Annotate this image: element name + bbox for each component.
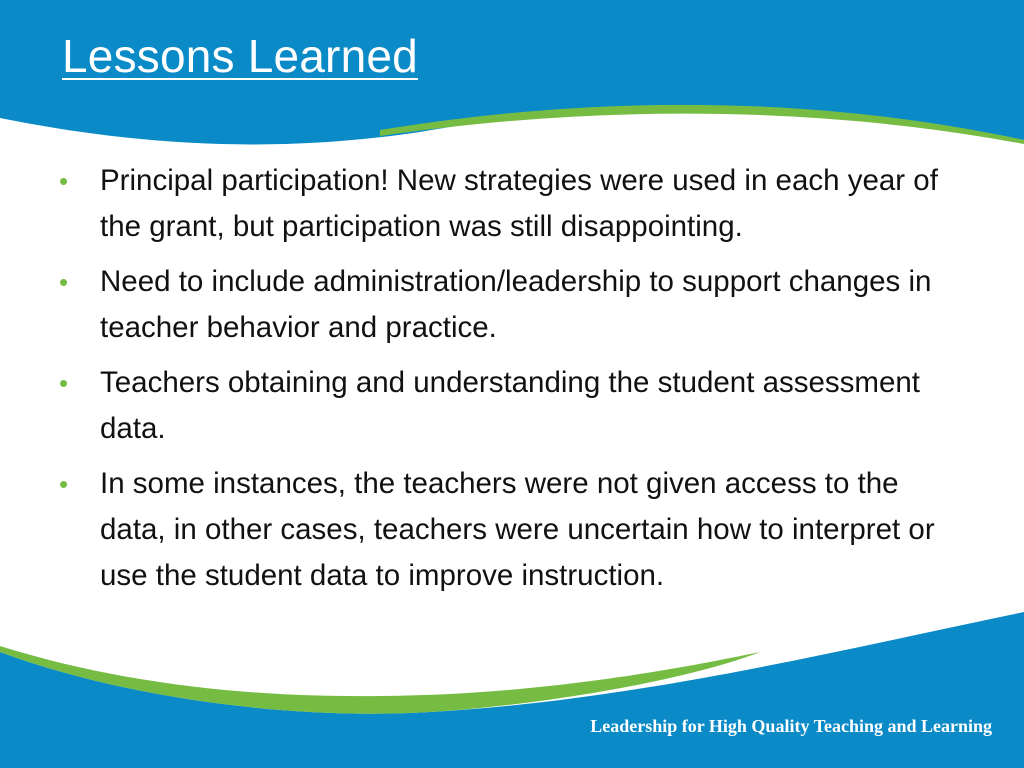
bullet-text: Teachers obtaining and understanding the student assessment data. [100, 366, 920, 445]
bullet-item [56, 360, 956, 452]
bullet-item [56, 158, 956, 250]
footer-text: Leadership for High Quality Teaching and Learning [590, 716, 992, 736]
bullet-dot-icon: • [59, 469, 69, 499]
slide-title: Lessons Learned [62, 30, 418, 82]
bullet-text: Need to include administration/leadership to support changes in teacher behavior and practice. [100, 265, 932, 344]
bullet-item [56, 461, 956, 599]
bullet-item [56, 259, 956, 351]
bullet-text: In some instances, the teachers were not given access to the data, in other cases, teachers were uncertain how to interpret or use the student data to improve instruction. [100, 467, 935, 592]
bullet-dot-icon: • [59, 166, 69, 196]
bullet-list [56, 158, 956, 608]
bullet-dot-icon: • [59, 267, 69, 297]
bullet-dot-icon: • [59, 368, 69, 398]
bullet-text: Principal participation! New strategies were used in each year of the grant, but participation was still disappointing. [100, 164, 938, 243]
